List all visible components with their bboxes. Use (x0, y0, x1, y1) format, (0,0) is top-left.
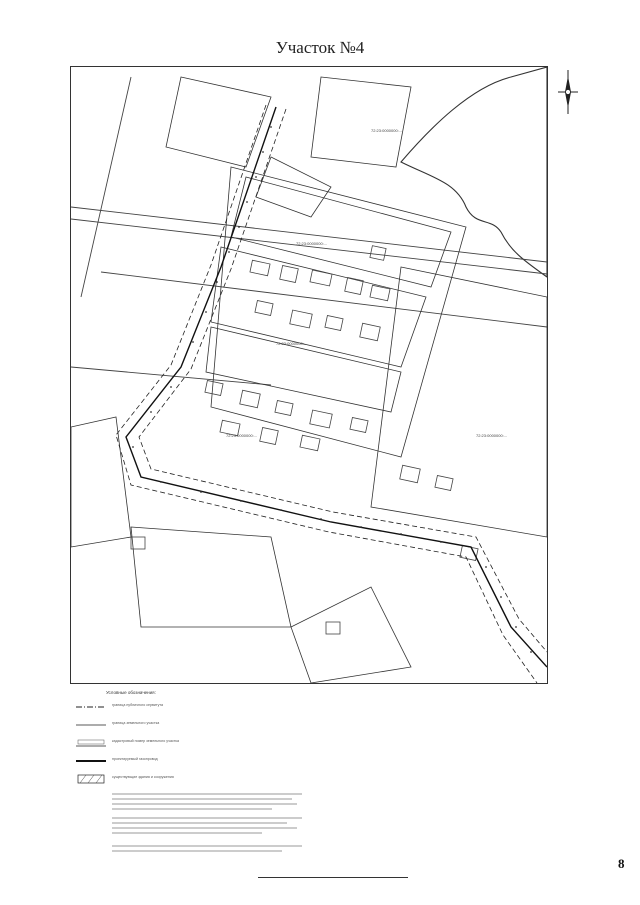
legend-description-lines (112, 790, 312, 860)
legend-row (76, 774, 536, 786)
map-legend (70, 690, 546, 860)
parcel-label-a: 72:23:0000000:... (371, 128, 403, 133)
page-number: 8 (618, 856, 625, 871)
legend-row (76, 756, 536, 768)
cadastral-map (70, 66, 548, 684)
parcel-label-c: 72:23:0000000:... (276, 341, 308, 346)
legend-text: граница земельного участка (112, 721, 160, 725)
page-title: Участок №4 (275, 38, 365, 57)
north-arrow-icon (556, 68, 580, 116)
legend-row (76, 702, 536, 714)
legend-row (76, 720, 536, 732)
legend-title: Условные обозначения: (106, 690, 156, 695)
building-footprints (131, 246, 478, 634)
parcel-label-e: 72:23:0000000:... (476, 433, 508, 438)
road-lines (71, 77, 547, 385)
parcel-outlines (71, 77, 547, 683)
route-stipple (132, 126, 532, 653)
water-body-outline (401, 67, 547, 277)
map-drawing (71, 67, 547, 683)
pipeline-route (116, 105, 547, 683)
bold-line-icon (76, 756, 106, 766)
underline-label-icon (76, 738, 106, 748)
legend-text: граница публичного сервитута (112, 703, 164, 707)
legend-text: кадастровый номер земельного участка (112, 739, 180, 743)
footer-rule (258, 877, 408, 878)
legend-text: проектируемый газопровод (112, 757, 158, 761)
hatched-rect-icon (76, 774, 106, 784)
dash-dot-line-icon (76, 702, 106, 712)
legend-row (76, 738, 536, 750)
parcel-label-d: 72:23:0000000:... (226, 433, 258, 438)
solid-line-icon (76, 720, 106, 730)
legend-text: существующие здания и сооружения (112, 775, 174, 779)
parcel-label-b: 72:23:0000000:... (296, 241, 328, 246)
